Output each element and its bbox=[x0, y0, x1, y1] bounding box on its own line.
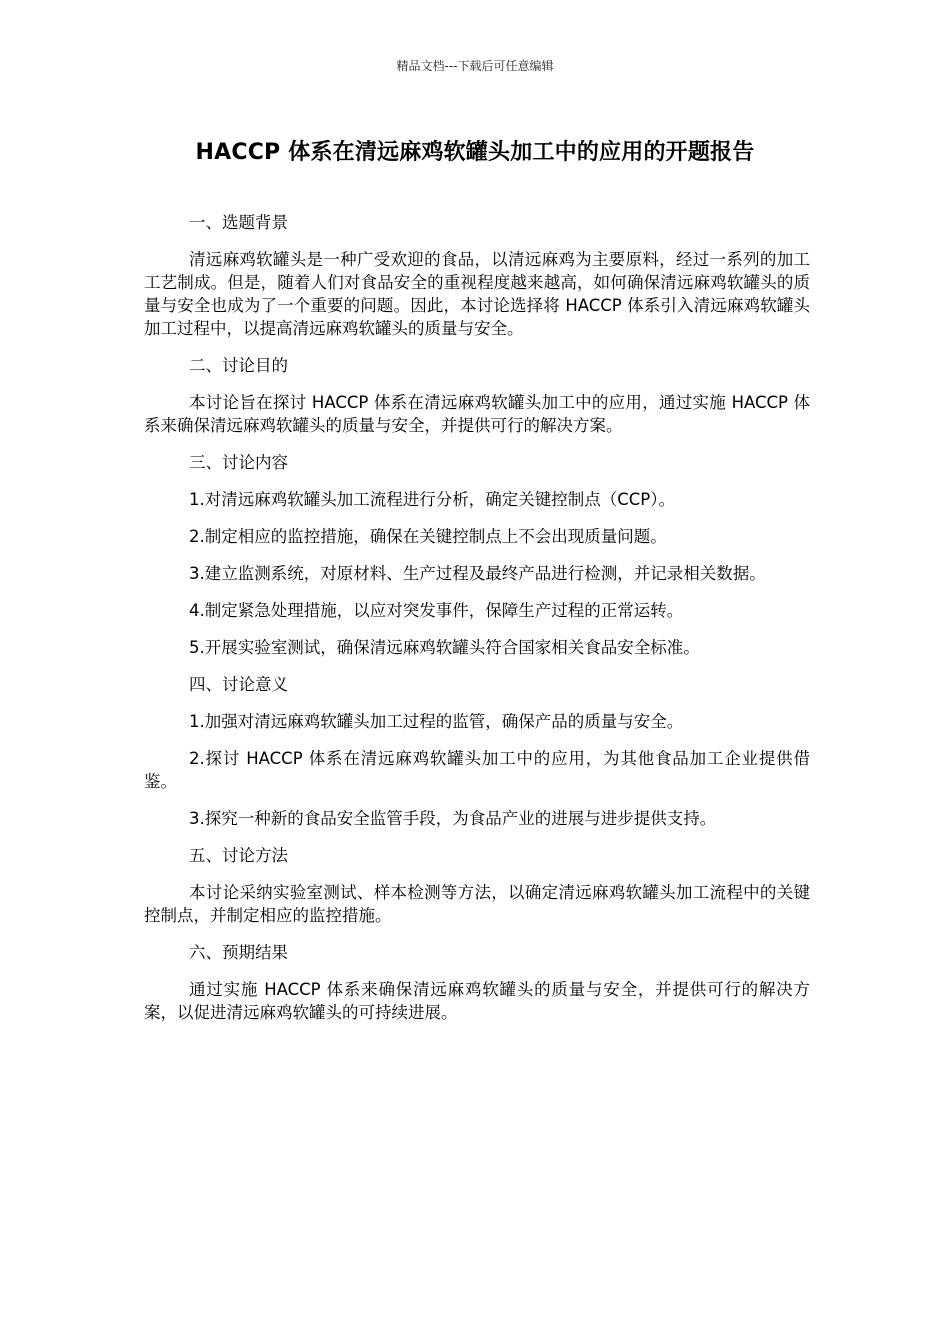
significance-item-2: 2.探讨 HACCP 体系在清远麻鸡软罐头加工中的应用，为其他食品加工企业提供借鉴。 bbox=[144, 749, 810, 791]
significance-item-1: 1.加强对清远麻鸡软罐头加工过程的监管，确保产品的质量与安全。 bbox=[189, 712, 684, 731]
document-body bbox=[144, 211, 810, 1038]
content-item-3: 3.建立监测系统，对原材料、生产过程及最终产品进行检测，并记录相关数据。 bbox=[189, 564, 766, 583]
header-note: 精品文档---下载后可任意编辑 bbox=[396, 59, 554, 73]
section-heading-significance: 四、讨论意义 bbox=[189, 675, 288, 694]
content-item-2: 2.制定相应的监控措施，确保在关键控制点上不会出现质量问题。 bbox=[189, 527, 667, 546]
section-heading-methods: 五、讨论方法 bbox=[189, 846, 288, 865]
section-heading-purpose: 二、讨论目的 bbox=[189, 356, 288, 375]
document-title: HACCP 体系在清远麻鸡软罐头加工中的应用的开题报告 bbox=[195, 140, 755, 165]
content-item-5: 5.开展实验室测试，确保清远麻鸡软罐头符合国家相关食品安全标准。 bbox=[189, 638, 700, 657]
background-paragraph: 清远麻鸡软罐头是一种广受欢迎的食品，以清远麻鸡为主要原料，经过一系列的加工工艺制成。但是，随着人们对食品安全的重视程度越来越高，如何确保清远麻鸡软罐头的质量与安全也成为了一个重要的问题。因此，本讨论选择将 HACCP 体系引入清远麻鸡软罐头加工过程中，以提高清远麻鸡软罐头的质量与安全。 bbox=[144, 250, 810, 338]
significance-item-3: 3.探究一种新的食品安全监管手段，为食品产业的进展与进步提供支持。 bbox=[189, 809, 717, 828]
section-heading-content: 三、讨论内容 bbox=[189, 453, 288, 472]
section-heading-expected-results: 六、预期结果 bbox=[189, 943, 288, 962]
methods-paragraph: 本讨论采纳实验室测试、样本检测等方法，以确定清远麻鸡软罐头加工流程中的关键控制点，并制定相应的监控措施。 bbox=[144, 883, 810, 925]
expected-results-paragraph: 通过实施 HACCP 体系来确保清远麻鸡软罐头的质量与安全，并提供可行的解决方案，以促进清远麻鸡软罐头的可持续进展。 bbox=[144, 980, 810, 1022]
purpose-paragraph: 本讨论旨在探讨 HACCP 体系在清远麻鸡软罐头加工中的应用，通过实施 HACCP 体系来确保清远麻鸡软罐头的质量与安全，并提供可行的解决方案。 bbox=[144, 393, 810, 435]
section-heading-background: 一、选题背景 bbox=[189, 213, 288, 232]
content-item-4: 4.制定紧急处理措施，以应对突发事件，保障生产过程的正常运转。 bbox=[189, 601, 684, 620]
content-item-1: 1.对清远麻鸡软罐头加工流程进行分析，确定关键控制点（CCP）。 bbox=[189, 490, 675, 509]
